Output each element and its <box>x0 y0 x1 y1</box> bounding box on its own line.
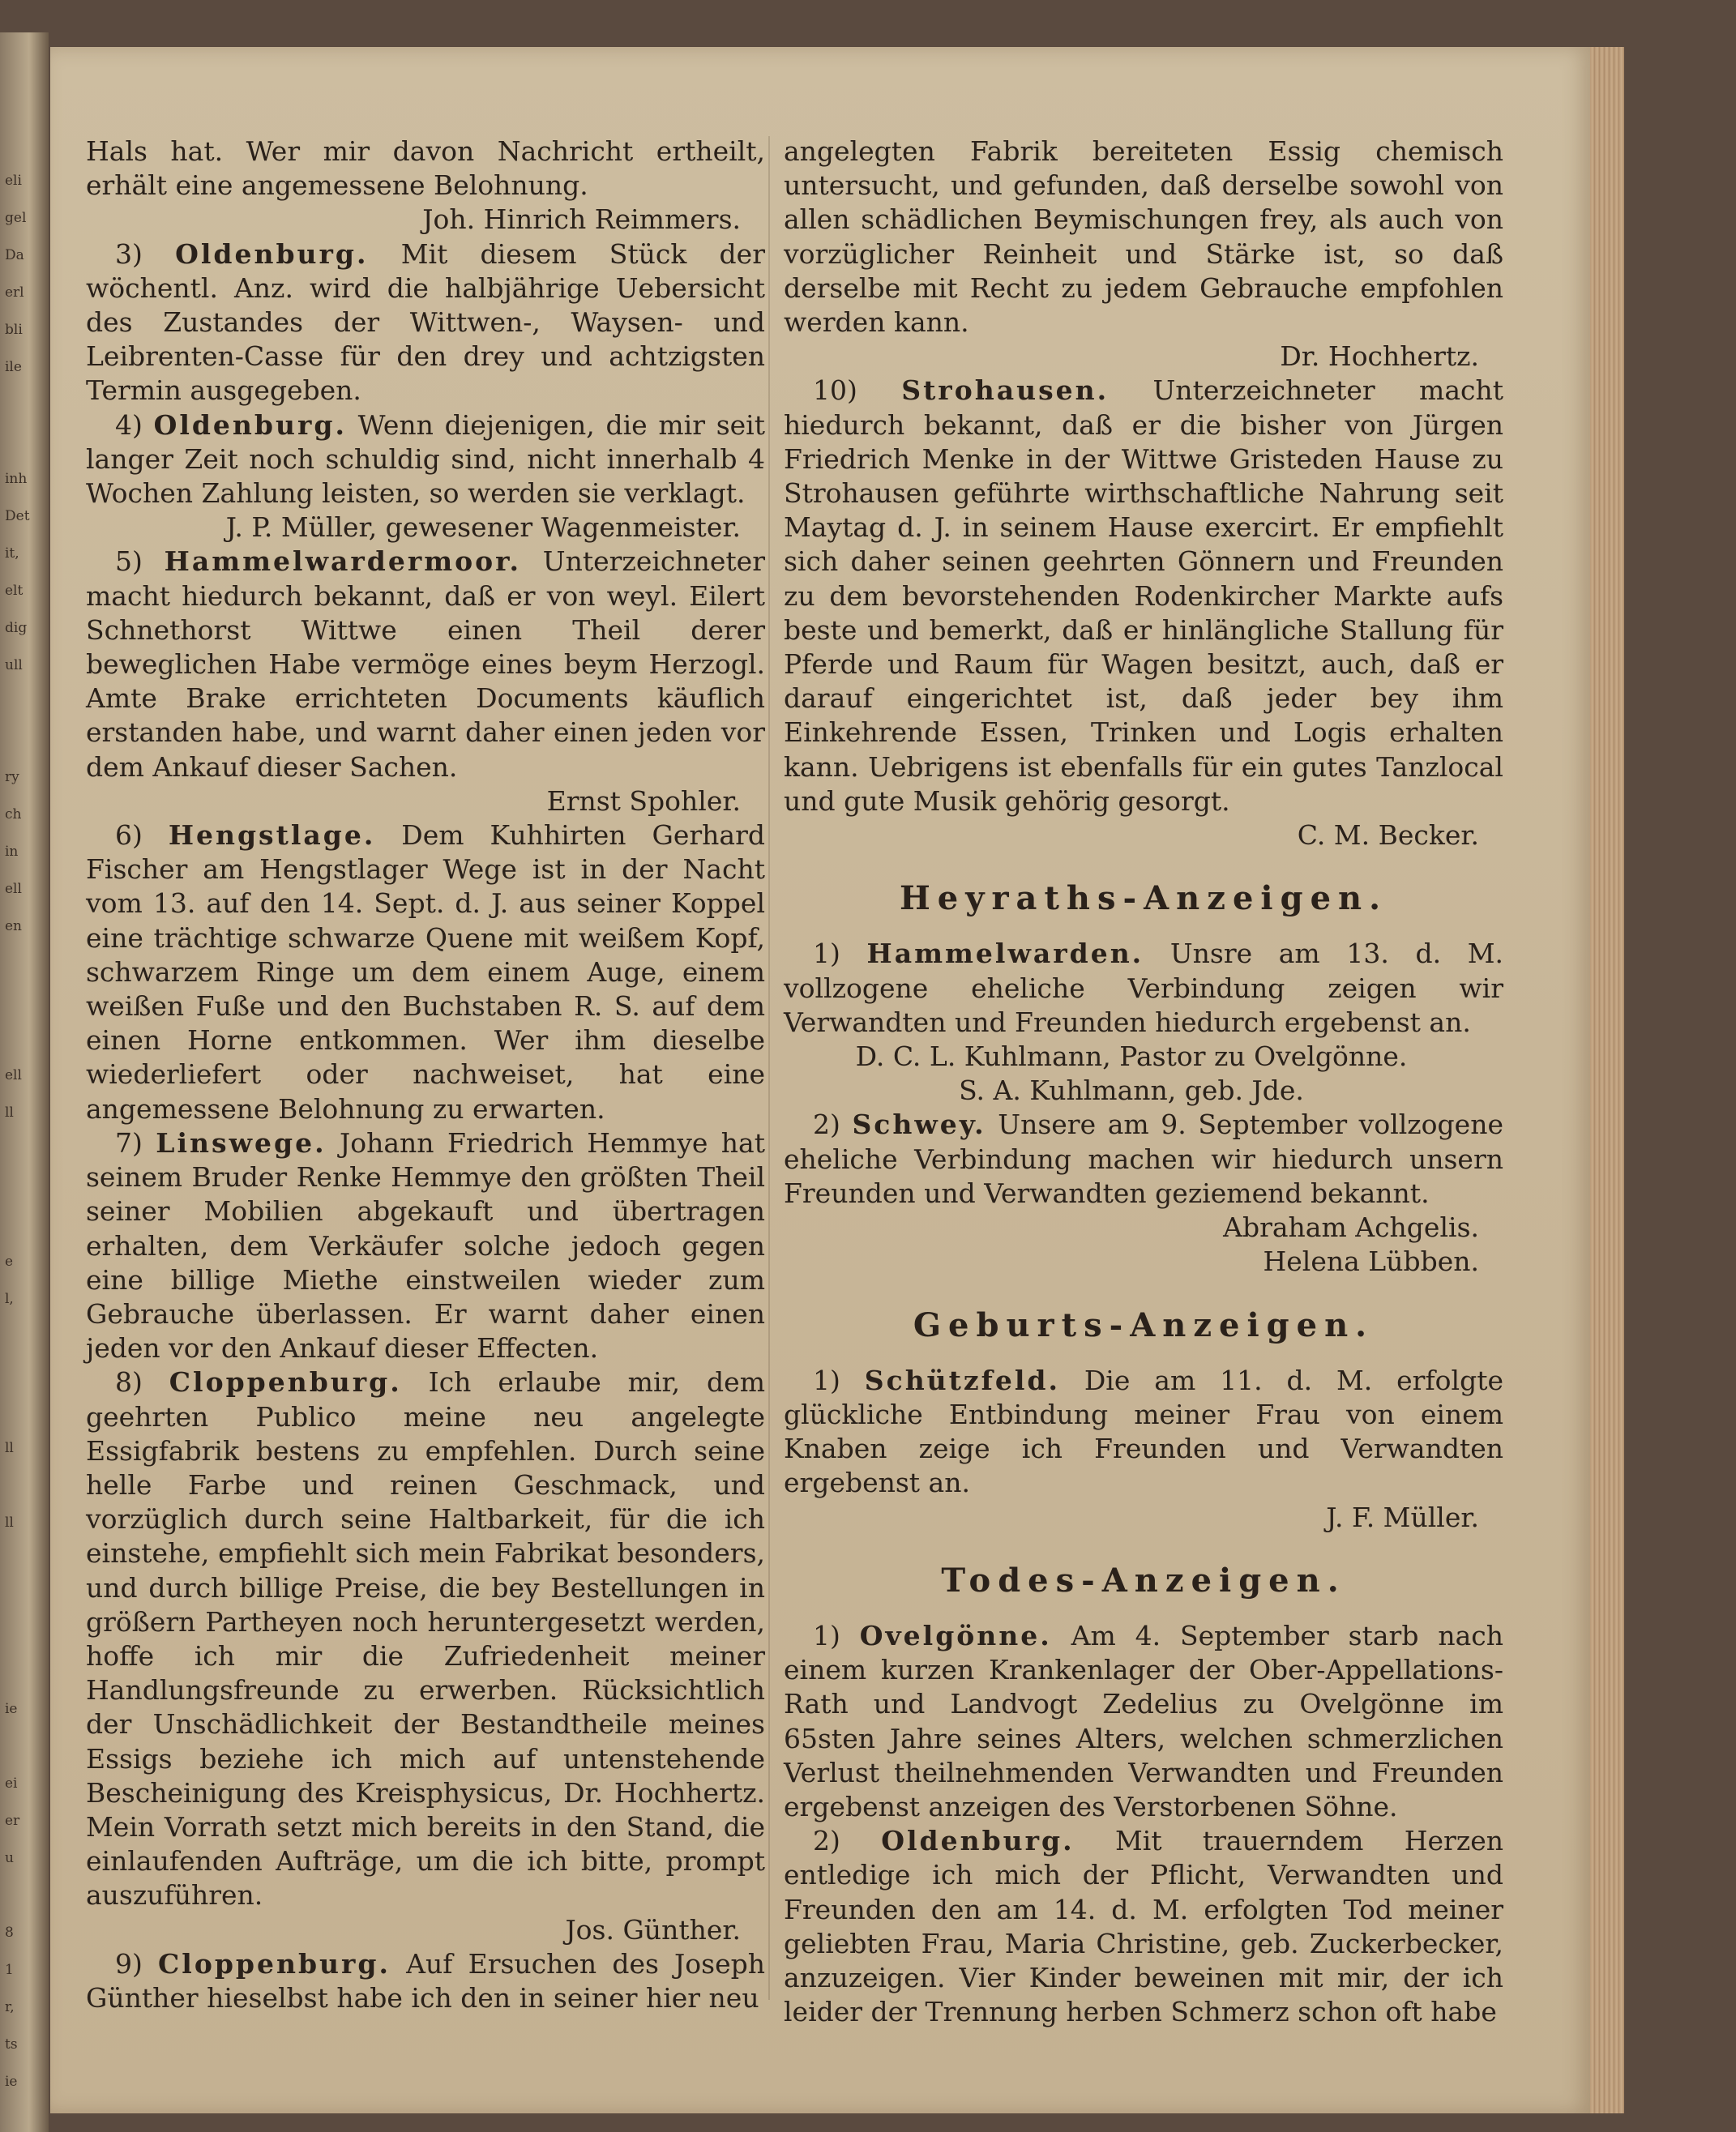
previous-page-fragment: dig <box>5 620 28 636</box>
previous-page-fragment: l, <box>5 1291 14 1307</box>
entry-number: 1) <box>813 1619 840 1651</box>
signature: Helena Lübben. <box>1263 1245 1479 1278</box>
previous-page-fragment: ell <box>5 881 22 897</box>
entry-text: Mit trauerndem Herzen entledige ich mich der Pflicht, Verwandten und Freunden den am 14. d. M. erfolgten Tod meiner geliebten Frau, Maria Christine, geb. Zuckerbecker, anzuzeigen. Vier Kinder beweinen mit mir, der ich leider der Trennung herben Schmerz schon oft habe <box>784 1825 1503 2028</box>
previous-page-fragment: it, <box>5 545 19 562</box>
previous-page-fragment: ll <box>5 1104 14 1121</box>
previous-page-fragment <box>5 1579 42 1616</box>
entry-place: Cloppenburg. <box>158 1947 391 1980</box>
previous-page-fragment: bli <box>5 322 23 338</box>
previous-page-fragment: elt <box>5 583 24 599</box>
signature: J. P. Müller, gewesener Wagenmeister. <box>225 511 741 544</box>
entry-number: 2) <box>813 1109 840 1141</box>
entry-10 <box>784 374 1503 818</box>
entry-place: Hengstlage. <box>168 819 376 852</box>
entry-number: 5) <box>115 545 143 578</box>
section-heading-marriages: Heyraths-Anzeigen. <box>899 879 1388 918</box>
previous-page-fragment: ts <box>5 2036 18 2053</box>
previous-page-text-fragments <box>5 162 42 2090</box>
entry-7 <box>86 1126 765 1365</box>
entry-number: 9) <box>115 1947 143 1980</box>
signature: J. F. Müller. <box>1326 1501 1479 1533</box>
entry-number: 3) <box>115 237 143 270</box>
entry-continuation: angelegten Fabrik bereiteten Essig chemisch untersucht, und gefunden, daß derselbe sowohl von allen schädlichen Beymischungen frey, als auch von vorzüglicher Reinheit und Stärke ist, so daß derselbe mit Recht zu jedem Gebrauche empfohlen werden kann. <box>784 135 1503 339</box>
marriage-entry-1 <box>784 937 1503 1040</box>
previous-page-fragment <box>5 1019 42 1057</box>
previous-page-fragment: er <box>5 1813 20 1829</box>
entry-place: Ovelgönne. <box>859 1619 1052 1651</box>
newspaper-page <box>50 47 1590 2113</box>
entry-number: 8) <box>115 1366 143 1399</box>
previous-page-fragment <box>5 1877 42 1914</box>
entry-text: Mit diesem Stück der wöchentl. Anz. wird die halbjährige Uebersicht des Zustandes der Wittwen-, Waysen- und Leibrenten-Casse für den drey und achtzigsten Termin ausgegeben. <box>86 237 765 407</box>
entry-place: Hammelwardermoor. <box>164 545 522 578</box>
previous-page-fragment: r, <box>5 1999 15 2015</box>
entry-place: Oldenburg. <box>881 1825 1075 1857</box>
entry-number: 7) <box>115 1126 143 1159</box>
entry-4 <box>86 408 765 511</box>
previous-page-fragment: Da <box>5 247 24 263</box>
previous-page-fragment <box>5 684 42 721</box>
previous-page-fragment <box>5 1541 42 1579</box>
previous-page-fragment: ch <box>5 806 22 822</box>
signature: C. M. Becker. <box>1297 819 1479 852</box>
book-page-edges <box>1590 47 1624 2113</box>
marriage-entry-2 <box>784 1108 1503 1211</box>
previous-page-fragment: en <box>5 918 23 934</box>
previous-page-fragment <box>5 1206 42 1243</box>
previous-page-fragment <box>5 721 42 758</box>
signature: Dr. Hochhertz. <box>1280 340 1479 373</box>
entry-place: Oldenburg. <box>153 408 347 441</box>
entry-place: Strohausen. <box>901 374 1110 407</box>
previous-page-fragment <box>5 1318 42 1355</box>
section-heading-births: Geburts-Anzeigen. <box>913 1305 1375 1344</box>
left-column <box>86 135 765 2015</box>
signature: S. A. Kuhlmann, geb. Jde. <box>959 1075 1304 1107</box>
previous-page-fragment <box>5 386 42 423</box>
previous-page-fragment: ll <box>5 1515 14 1531</box>
entry-8 <box>86 1365 765 1912</box>
column-divider <box>768 136 770 2000</box>
previous-page-fragment <box>5 1728 42 1765</box>
birth-entry-1 <box>784 1364 1503 1501</box>
entry-text: Die am 11. d. M. erfolgte glückliche Entbindung meiner Frau von einem Knaben zeige ich Freunden und Verwandten ergebenst an. <box>784 1364 1503 1499</box>
previous-page-fragment <box>5 423 42 460</box>
entry-6 <box>86 818 765 1126</box>
entry-text: Ich erlaube mir, dem geehrten Publico meine neu angelegte Essigfabrik bestens zu empfehlen. Durch seine helle Farbe und reinen Geschmack, und vorzüglich durch seine Haltbarkeit, für die ich einstehe, empfiehlt sich mein Fabrikat besonders, und durch billige Preise, die bey Bestellungen in größern Partheyen noch heruntergesetzt werden, hoffe ich mir die Zufriedenheit meiner Handlungsfreunde zu erwerben. Rücksichtlich der Unschädlichkeit der Bestandtheile meines Essigs beziehe ich mich auf untenstehende Bescheinigung des Kreisphysicus, Dr. Hochhertz. Mein Vorrath setzt mich bereits in den Stand, die einlaufenden Aufträge, um die ich bitte, prompt auszuführen. <box>86 1366 765 1912</box>
signature: Abraham Achgelis. <box>1223 1211 1479 1244</box>
entry-text: Unsere am 9. September vollzogene eheliche Verbindung machen wir hiedurch unsern Freunden und Verwandten geziemend bekannt. <box>784 1109 1503 1209</box>
previous-page-fragment: u <box>5 1850 14 1866</box>
signature: Ernst Spohler. <box>546 784 741 817</box>
previous-page-fragment <box>5 1467 42 1504</box>
entry-place: Hammelwarden. <box>866 938 1144 970</box>
entry-number: 10) <box>813 374 857 407</box>
previous-page-fragment: Det <box>5 508 30 524</box>
entry-number: 2) <box>813 1825 840 1857</box>
entry-place: Linswege. <box>156 1126 327 1159</box>
entry-text: Unsre am 13. d. M. vollzogene eheliche Verbindung zeigen wir Verwandten und Freunden hiedurch ergebenst an. <box>784 938 1503 1038</box>
previous-page-fragment <box>5 1392 42 1429</box>
entry-number: 1) <box>813 1364 840 1396</box>
previous-page-fragment <box>5 945 42 982</box>
entry-continuation: Hals hat. Wer mir davon Nachricht ertheilt, erhält eine angemessene Belohnung. <box>86 135 765 202</box>
previous-page-fragment: ell <box>5 1067 22 1083</box>
entry-place: Schützfeld. <box>864 1364 1060 1396</box>
previous-page-fragment: inh <box>5 471 28 487</box>
previous-page-fragment: erl <box>5 284 24 301</box>
entry-9 <box>86 1947 765 2015</box>
signature: Joh. Hinrich Reimmers. <box>422 203 741 236</box>
previous-page-fragment: ll <box>5 1440 14 1456</box>
entry-place: Cloppenburg. <box>169 1366 402 1399</box>
previous-page-fragment: ei <box>5 1775 18 1792</box>
signature: Jos. Günther. <box>565 1913 741 1946</box>
previous-page-fragment: 8 <box>5 1925 14 1941</box>
previous-page-fragment <box>5 1653 42 1690</box>
section-heading-deaths: Todes-Anzeigen. <box>941 1561 1346 1600</box>
entry-text: Wenn diejenigen, die mir seit langer Zeit noch schuldig sind, nicht innerhalb 4 Wochen Zahlung leisten, so werden sie verklagt. <box>86 408 765 510</box>
previous-page-strip <box>0 32 49 2132</box>
entry-text: Am 4. September starb nach einem kurzen Krankenlager der Ober-Appellations-Rath und Landvogt Zedelius zu Ovelgönne im 65sten Jahre seines Alters, welchen schmerzlichen Verlust theilnehmenden Verwandten und Freunden ergebenst anzeigen des Verstorbenen Söhne. <box>784 1619 1503 1822</box>
entry-text: Dem Kuhhirten Gerhard Fischer am Hengstlager Wege ist in der Nacht vom 13. auf den 14. Sept. d. J. aus seiner Koppel eine trächtige schwarze Quene mit weißem Kopf, schwarzem Ringe um dem einem Auge, einem weißen Fuße und den Buchstaben R. S. auf dem einen Horne entkommen. Wer ihm dieselbe wiederliefert oder nachweiset, hat eine angemessene Belohnung zu erwarten. <box>86 819 765 1125</box>
signature: D. C. L. Kuhlmann, Pastor zu Ovelgönne. <box>855 1040 1408 1073</box>
entry-place: Schwey. <box>852 1109 986 1141</box>
entry-text: Auf Ersuchen des Joseph Günther hieselbst habe ich den in seiner hier neu <box>86 1947 765 2014</box>
previous-page-fragment: ie <box>5 1701 18 1717</box>
previous-page-fragment: in <box>5 844 19 860</box>
previous-page-fragment <box>5 1131 42 1169</box>
death-entry-2 <box>784 1824 1503 2029</box>
right-column <box>784 135 1503 2029</box>
previous-page-fragment: eli <box>5 173 22 189</box>
death-entry-1 <box>784 1619 1503 1824</box>
previous-page-fragment: ull <box>5 657 23 673</box>
previous-page-fragment <box>5 982 42 1019</box>
entry-number: 4) <box>115 408 143 441</box>
previous-page-fragment: ie <box>5 2074 18 2090</box>
entry-number: 6) <box>115 819 143 852</box>
entry-text: Unterzeichneter macht hiedurch bekannt, daß er die bisher von Jürgen Friedrich Menke in der Wittwe Gristeden Hause zu Strohausen geführte wirthschaftliche Nahrung seit Maytag d. J. in seinem Hause exercirt. Er empfiehlt sich daher seinen geehrten Gönnern und Freunden zu dem bevorstehenden Rodenkircher Markte aufs beste und bemerkt, daß er hinlängliche Stallung für Pferde und Raum für Wagen besitzt, auch, daß er darauf eingerichtet ist, daß jeder bey ihm Einkehrende Essen, Trinken und Logis erhalten kann. Uebrigens ist ebenfalls für ein gutes Tanzlocal und gute Musik gehörig gesorgt. <box>784 374 1503 817</box>
entry-text: Johann Friedrich Hemmye hat seinem Bruder Renke Hemmye den größten Theil seiner Mobilien abgekauft und übertragen erhalten, dem Verkäufer solche jedoch gegen eine billige Miethe einstweilen wieder zum Gebrauche überlassen. Er warnt daher einen jeden vor den Ankauf dieser Effecten. <box>86 1126 765 1365</box>
entry-place: Oldenburg. <box>175 237 369 270</box>
entry-text: Unterzeichneter macht hiedurch bekannt, daß er von weyl. Eilert Schnethorst Wittwe einen Theil derer beweglichen Habe vermöge eines beym Herzogl. Amte Brake errichteten Documents käuflich erstanden habe, und warnt daher einen jeden vor dem Ankauf dieser Sachen. <box>86 545 765 783</box>
previous-page-fragment: 1 <box>5 1962 14 1978</box>
previous-page-fragment: ile <box>5 359 22 375</box>
entry-number: 1) <box>813 938 840 970</box>
previous-page-fragment <box>5 1169 42 1206</box>
previous-page-fragment <box>5 1355 42 1392</box>
previous-page-fragment: e <box>5 1254 14 1270</box>
previous-page-fragment: gel <box>5 210 27 226</box>
previous-page-fragment <box>5 1616 42 1653</box>
previous-page-fragment: ry <box>5 769 19 785</box>
entry-3 <box>86 237 765 408</box>
entry-5 <box>86 545 765 784</box>
